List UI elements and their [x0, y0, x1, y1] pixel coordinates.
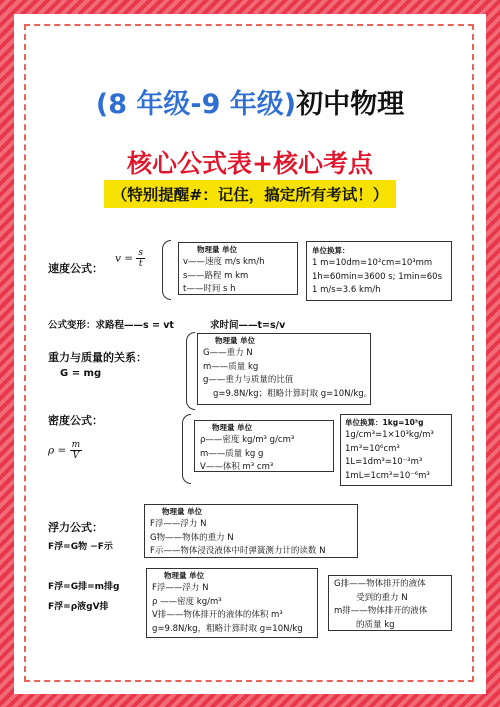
gravity-brace — [186, 332, 195, 410]
density-conversion-title: 单位换算：1kg=10³g — [345, 418, 424, 427]
buoyancy-row-force: F浮——浮力 N — [150, 519, 207, 529]
speed-formula — [115, 248, 145, 269]
buoyancy-row-reading: F示——物体浸没液体中时弹簧测力计的读数 N — [150, 546, 326, 556]
highlight-text: （特别提醒#：记住，搞定所有考试！） — [104, 180, 397, 208]
density-formula-lhs: ρ = — [48, 444, 70, 457]
density-brace — [182, 414, 191, 484]
buoyancy-note-box — [328, 575, 452, 631]
density-conversion-row: 1mL=1cm³=10⁻⁶m³ — [345, 470, 430, 481]
speed-numerator: s — [138, 248, 144, 258]
buoyancy-unit-table — [144, 504, 358, 558]
gravity-formula: G = mg — [60, 368, 102, 379]
buoyancy-row2-volume: V排——物体排开的液体的体积 m³ — [152, 610, 283, 620]
gravity-label: 重力与质量的关系： — [48, 351, 147, 364]
speed-variant-time: 求时间——t=s/v — [210, 320, 286, 331]
buoyancy-formula-2: F浮=G排=m排g — [48, 582, 120, 592]
density-numerator: m — [71, 440, 81, 450]
speed-row-distance: s——路程 m km — [183, 270, 249, 281]
buoyancy-formula-1: F浮=G物 −F示 — [48, 542, 113, 552]
density-conversion-row: 1L=1dm³=10⁻³m³ — [345, 457, 423, 467]
speed-denominator: t — [138, 259, 143, 269]
density-conversion-row: 1g/cm³=1×10³kg/m³ — [345, 430, 434, 440]
speed-label: 速度公式： — [48, 262, 103, 275]
buoyancy-table-header: 物理量 单位 — [162, 507, 203, 516]
highlight-banner — [14, 180, 486, 208]
gravity-table-header: 物理量 单位 — [215, 336, 256, 345]
speed-table-header: 物理量 单位 — [197, 245, 238, 254]
speed-formula-lhs: v = — [115, 252, 137, 265]
speed-conversion-row: 1 m=10dm=10²cm=10³mm — [312, 258, 433, 268]
title-grade-range: (8 年级-9 年级) — [95, 89, 297, 120]
buoyancy-note-row: 的质量 kg — [356, 619, 395, 630]
density-denominator: V — [72, 451, 80, 461]
speed-unit-table — [178, 242, 298, 295]
buoyancy-row-gravity: G物——物体的重力 N — [150, 532, 234, 543]
speed-brace — [162, 240, 171, 300]
density-conversion-box — [340, 414, 452, 486]
gravity-row-g-value: g=9.8N/kg；粗略计算时取 g=10N/kg。 — [213, 388, 373, 399]
buoyancy-row2-force: F浮——浮力 N — [152, 583, 209, 593]
speed-variant-distance: 公式变形：求路程——s = vt — [48, 320, 174, 331]
speed-conversion-row: 1h=60min=3600 s; 1min=60s — [312, 271, 443, 282]
speed-row-velocity: v——速度 m/s km/h — [183, 257, 265, 267]
speed-fraction — [136, 248, 145, 269]
buoyancy-row2-g-value: g=9.8N/kg，粗略计算时取 g=10N/kg — [152, 623, 303, 634]
density-row-mass: m——质量 kg g — [200, 448, 264, 459]
speed-conversion-title: 单位换算： — [312, 246, 350, 255]
poster-card — [14, 14, 486, 694]
buoyancy-note-row: m排——物体排开的液体 — [334, 606, 428, 616]
buoyancy-formula-3: F浮=ρ液gV排 — [48, 602, 109, 612]
gravity-unit-table — [197, 333, 371, 405]
buoyancy-table2-header: 物理量 单位 — [164, 571, 205, 580]
buoyancy-unit-table-2 — [146, 568, 318, 638]
gravity-row-weight: G——重力 N — [203, 348, 253, 358]
density-row-volume: V——体积 m³ cm³ — [200, 462, 274, 472]
density-fraction — [70, 440, 83, 461]
density-unit-table — [194, 420, 334, 472]
buoyancy-label: 浮力公式： — [48, 521, 103, 534]
speed-conversion-row: 1 m/s=3.6 km/h — [312, 285, 381, 295]
speed-row-time: t——时间 s h — [183, 284, 236, 294]
density-formula — [48, 440, 82, 461]
buoyancy-note-row: G排——物体排开的液体 — [334, 579, 426, 589]
buoyancy-row2-density: ρ ——密度 kg/m³ — [152, 596, 222, 607]
gravity-row-ratio: g——重力与质量的比值 — [203, 375, 294, 385]
speed-conversion-box — [306, 241, 452, 301]
subtitle: 核心公式表+核心考点 — [127, 149, 373, 178]
title-subject: 初中物理 — [296, 89, 405, 120]
density-table-header: 物理量 单位 — [212, 423, 253, 432]
density-conversion-row: 1m³=10⁶cm³ — [345, 443, 400, 454]
main-title — [14, 82, 486, 121]
density-row-density: ρ——密度 kg/m³ g/cm³ — [200, 435, 295, 445]
density-label: 密度公式： — [48, 414, 103, 427]
gravity-row-mass: m——质量 kg — [203, 361, 259, 372]
buoyancy-note-row: 受到的重力 N — [356, 592, 408, 603]
